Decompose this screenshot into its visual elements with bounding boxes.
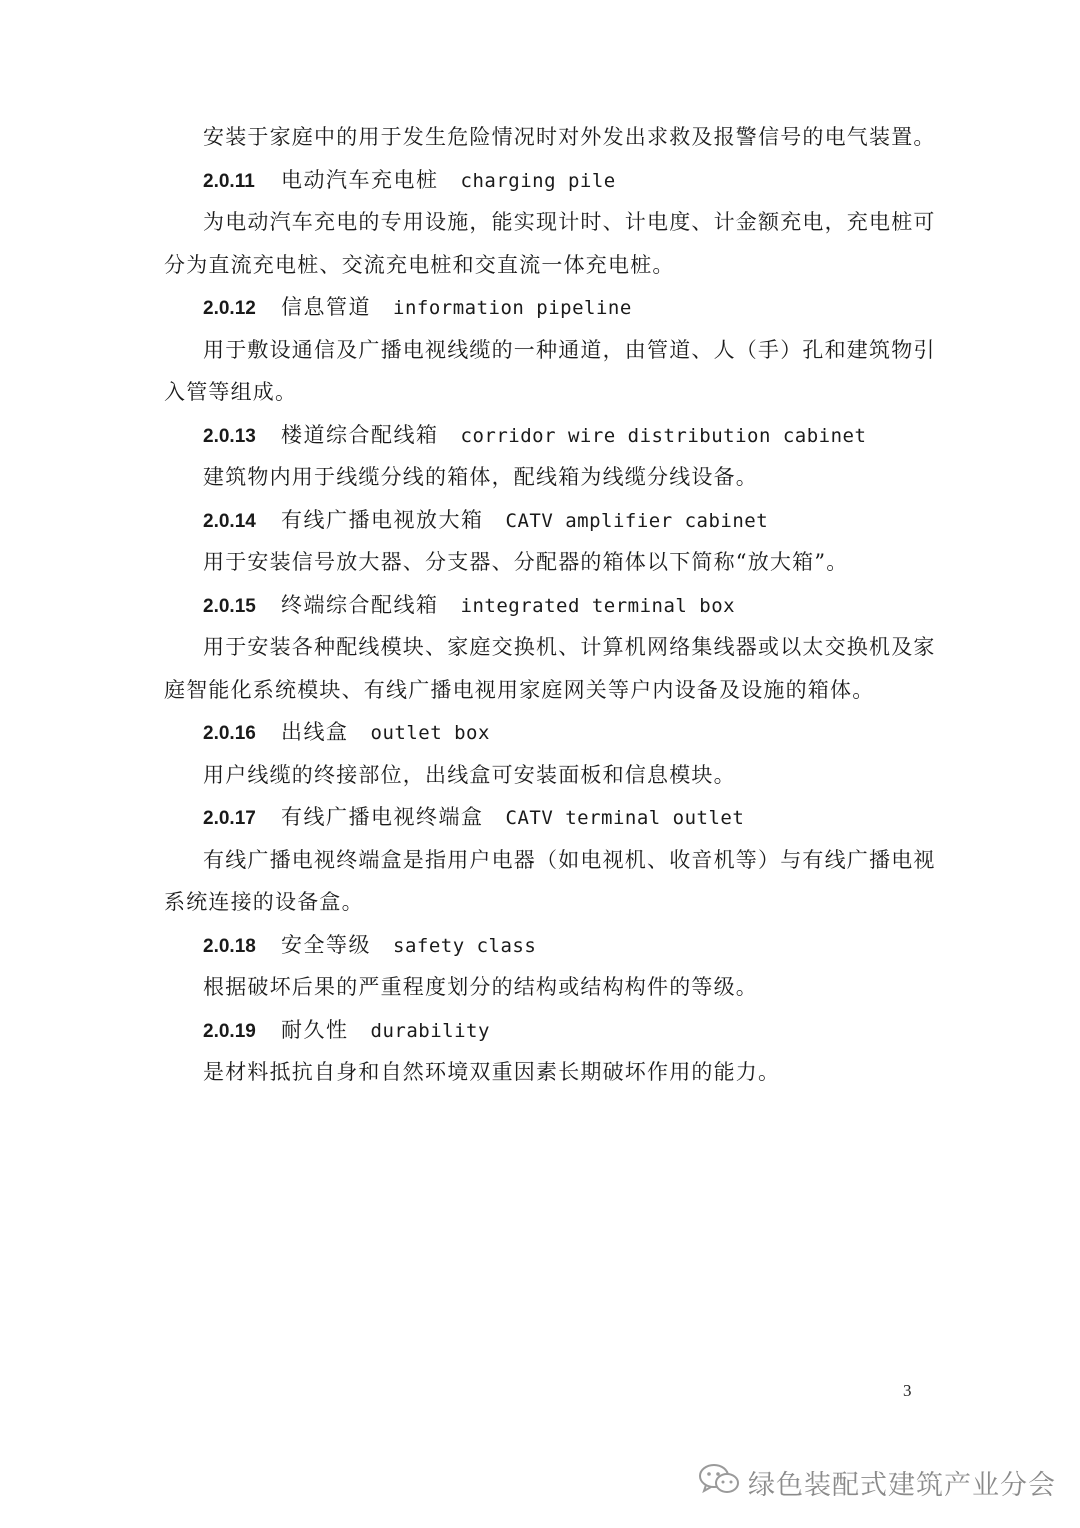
term-description: 用于安装信号放大器、分支器、分配器的箱体以下简称“放大箱”。 [203,550,849,574]
term-chinese: 楼道综合配线箱 [281,423,439,447]
term-number: 2.0.11 [203,171,255,192]
term-chinese: 有线广播电视终端盒 [281,805,484,829]
term-heading [203,421,963,451]
term-chinese: 电动汽车充电桩 [281,168,439,192]
term-heading [203,803,963,833]
term-heading [203,506,963,536]
term-heading [203,931,963,961]
term-number: 2.0.13 [203,426,256,447]
term-number: 2.0.19 [203,1021,256,1042]
term-description: 入管等组成。 [164,380,298,404]
term-chinese: 有线广播电视放大箱 [281,508,484,532]
term-english: CATV amplifier cabinet [505,510,769,532]
term-chinese: 终端综合配线箱 [281,593,439,617]
term-english: safety class [393,935,537,957]
term-number: 2.0.15 [203,596,256,617]
watermark-text: 绿色装配式建筑产业分会 [748,1469,1056,1501]
term-number: 2.0.12 [203,298,256,319]
term-english: CATV terminal outlet [505,807,745,829]
wechat-icon [698,1462,748,1503]
term-description: 用于敷设通信及广播电视线缆的一种通道，由管道、人（手）孔和建筑物引 [203,338,936,362]
term-description: 是材料抵抗自身和自然环境双重因素长期破坏作用的能力。 [203,1060,781,1084]
term-heading [203,591,963,621]
term-english: durability [370,1020,490,1042]
term-description: 为电动汽车充电的专用设施，能实现计时、计电度、计金额充电，充电桩可 [203,210,936,234]
term-chinese: 安全等级 [281,933,371,957]
watermark [698,1462,1056,1502]
term-description: 分为直流充电桩、交流充电桩和交直流一体充电桩。 [164,253,675,277]
term-heading [203,166,963,196]
term-heading [203,1016,963,1046]
term-number: 2.0.14 [203,511,256,532]
page-number: 3 [903,1381,912,1400]
term-heading [203,293,963,323]
intro-text: 安装于家庭中的用于发生危险情况时对外发出求救及报警信号的电气装置。 [203,125,936,149]
term-english: information pipeline [393,297,632,319]
term-description: 建筑物内用于线缆分线的箱体，配线箱为线缆分线设备。 [203,465,758,489]
term-description: 系统连接的设备盒。 [164,890,364,914]
term-chinese: 耐久性 [281,1018,349,1042]
term-chinese: 出线盒 [281,720,349,744]
term-english: corridor wire distribution cabinet [460,425,867,447]
term-english: outlet box [370,722,490,744]
term-description: 根据破坏后果的严重程度划分的结构或结构构件的等级。 [203,975,758,999]
term-english: charging pile [460,170,616,192]
term-description: 用于安装各种配线模块、家庭交换机、计算机网络集线器或以太交换机及家 [203,635,936,659]
term-description: 用户线缆的终接部位，出线盒可安装面板和信息模块。 [203,763,736,787]
term-english: integrated terminal box [460,595,736,617]
term-number: 2.0.17 [203,808,256,829]
term-description: 庭智能化系统模块、有线广播电视用家庭网关等户内设备及设施的箱体。 [164,678,875,702]
term-number: 2.0.16 [203,723,256,744]
term-description: 有线广播电视终端盒是指用户电器（如电视机、收音机等）与有线广播电视 [203,848,936,872]
term-number: 2.0.18 [203,936,256,957]
term-chinese: 信息管道 [281,295,371,319]
term-heading [203,718,963,748]
